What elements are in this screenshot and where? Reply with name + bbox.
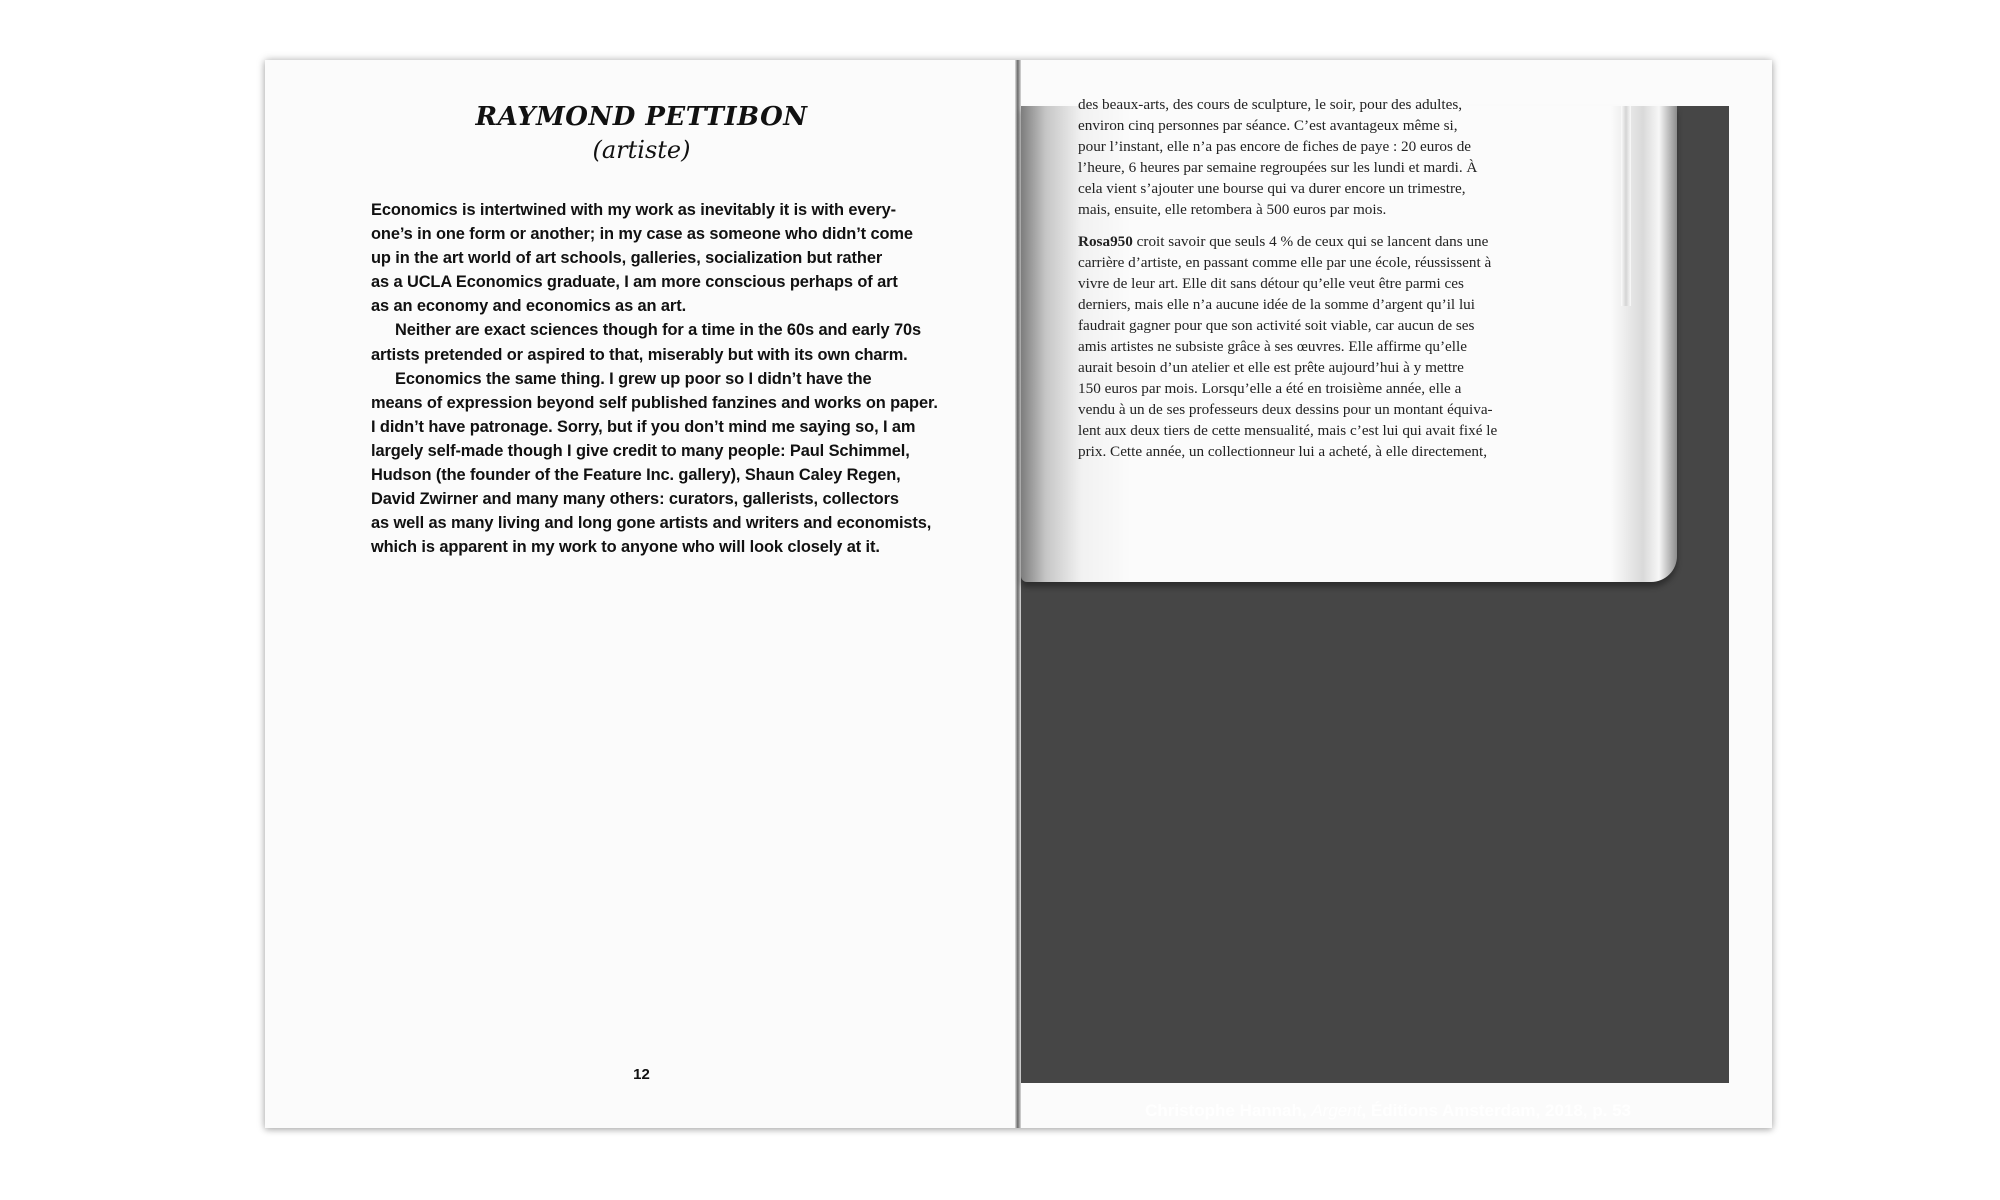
essay-line: artists pretended or aspired to that, miserably but with its own charm. bbox=[371, 345, 908, 364]
scan-line: lent aux deux tiers de cette mensualité, mais c’est lui qui avait fixé le bbox=[1078, 422, 1498, 439]
scan-line: pour l’instant, elle n’a pas encore de fiches de paye : 20 euros de bbox=[1078, 138, 1472, 155]
essay-text bbox=[371, 198, 971, 559]
image-caption bbox=[1021, 1101, 1729, 1121]
scan-line: l’heure, 6 heures par semaine regroupées sur les lundi et mardi. À bbox=[1078, 159, 1478, 176]
scan-line-text: croit savoir que seuls 4 % de ceux qui se lancent dans une bbox=[1136, 233, 1489, 250]
caption-rest: , Éditions Amsterdam, 2018, p. 53 bbox=[1361, 1101, 1631, 1120]
scan-line: prix. Cette année, un collectionneur lui a acheté, à elle directement, bbox=[1078, 443, 1488, 460]
book-spread bbox=[265, 60, 1772, 1128]
page-title: RAYMOND PETTIBON bbox=[475, 102, 808, 132]
scan-line: derniers, mais elle n’a aucune idée de la somme d’argent qu’il lui bbox=[1078, 296, 1475, 313]
scan-line: environ cinq personnes par séance. C’est avantageux même si, bbox=[1078, 117, 1458, 134]
scan-name: Rosa950 bbox=[1078, 233, 1133, 250]
essay-line: up in the art world of art schools, galleries, socialization but rather bbox=[371, 249, 883, 268]
essay-line: which is apparent in my work to anyone who will look closely at it. bbox=[371, 538, 880, 557]
essay-line: one’s in one form or another; in my case as someone who didn’t come bbox=[371, 225, 913, 244]
essay-line: largely self-made though I give credit to many people: Paul Schimmel, bbox=[371, 441, 910, 460]
essay-line: Hudson (the founder of the Feature Inc. gallery), Shaun Caley Regen, bbox=[371, 466, 901, 485]
scan-line: carrière d’artiste, en passant comme elle par une école, réussissent à bbox=[1078, 254, 1492, 271]
scan-line: des beaux-arts, des cours de sculpture, le soir, pour des adultes, bbox=[1078, 96, 1463, 113]
scan-line: aurait besoin d’un atelier et elle est prête aujourd’hui à y mettre bbox=[1078, 359, 1464, 376]
essay-line: as a UCLA Economics graduate, I am more conscious perhaps of art bbox=[371, 273, 898, 292]
caption-work: Argent bbox=[1311, 1101, 1362, 1120]
book-photo bbox=[1021, 96, 1729, 1120]
essay-line: Neither are exact sciences though for a time in the 60s and early 70s bbox=[395, 321, 922, 340]
right-page bbox=[1021, 60, 1772, 1128]
essay-line: David Zwirner and many many others: curators, gallerists, collectors bbox=[371, 490, 899, 509]
essay-line: as well as many living and long gone artists and writers and economists, bbox=[371, 514, 932, 533]
essay-line: Economics is intertwined with my work as inevitably it is with every- bbox=[371, 201, 897, 219]
scanned-page bbox=[1021, 96, 1677, 582]
scan-line: cela vient s’ajouter une bourse qui va durer encore un trimestre, bbox=[1078, 180, 1466, 197]
page-number: 12 bbox=[633, 1066, 650, 1083]
essay-line: as an economy and economics as an art. bbox=[371, 297, 687, 316]
page-edge-shading bbox=[1621, 106, 1631, 306]
scan-line bbox=[1078, 231, 1526, 252]
scan-line: faudrait gagner pour que son activité soit viable, car aucun de ses bbox=[1078, 317, 1475, 334]
essay-line: Economics the same thing. I grew up poor so I didn’t have the bbox=[395, 369, 872, 388]
left-page bbox=[265, 60, 1018, 1128]
essay-line: I didn’t have patronage. Sorry, but if you don’t mind me saying so, I am bbox=[371, 417, 916, 436]
caption-author: Christophe Hannah, bbox=[1145, 1101, 1312, 1120]
scan-line: amis artistes ne subsiste grâce à ses œuvres. Elle affirme qu’elle bbox=[1078, 338, 1467, 355]
scanned-text bbox=[1078, 94, 1526, 462]
scan-line: vivre de leur art. Elle dit sans détour qu’elle veut être parmi ces bbox=[1078, 275, 1464, 292]
scan-line: mais, ensuite, elle retombera à 500 euros par mois. bbox=[1078, 201, 1387, 218]
essay-line: means of expression beyond self published fanzines and works on paper. bbox=[371, 393, 938, 412]
scan-line: vendu à un de ses professeurs deux dessins pour un montant équiva- bbox=[1078, 401, 1493, 418]
page-subtitle: (artiste) bbox=[592, 136, 691, 164]
scan-line: 150 euros par mois. Lorsqu’elle a été en troisième année, elle a bbox=[1078, 380, 1462, 397]
